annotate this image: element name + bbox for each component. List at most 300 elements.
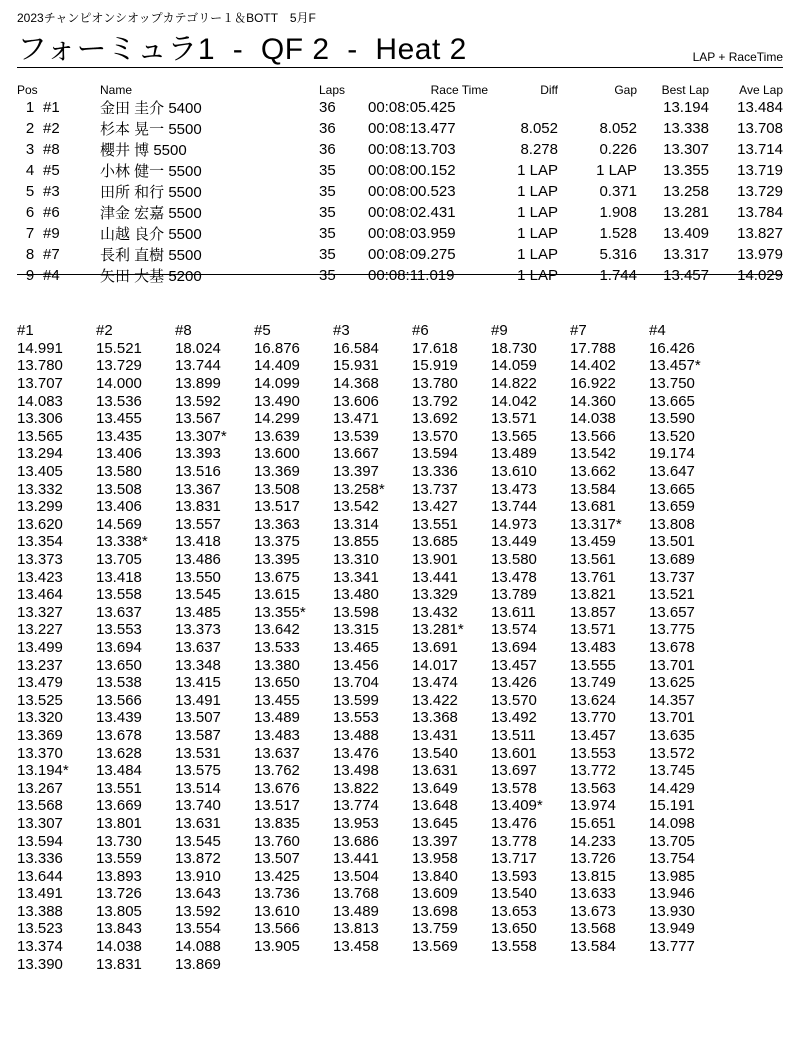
lap-time-cell: 13.570 <box>491 691 537 709</box>
lap-time-cell: 13.507 <box>254 850 300 868</box>
lap-time-cell: 13.508 <box>96 480 142 498</box>
lap-time-cell: 13.637 <box>254 744 300 762</box>
lap-time-cell: 13.489 <box>333 902 379 920</box>
lap-time-cell: 13.737 <box>649 568 695 586</box>
lap-time-cell: 13.491 <box>17 885 63 903</box>
lap-time-cell: 13.592 <box>175 902 221 920</box>
lap-row <box>17 516 728 534</box>
lap-row <box>17 762 728 780</box>
result-name: 杉本 晃一 5500 <box>100 121 202 138</box>
result-ave-lap: 13.719 <box>737 162 783 179</box>
lap-col-header: #3 <box>333 322 350 340</box>
lap-time-cell: 14.059 <box>491 357 537 375</box>
result-diff: 1 LAP <box>517 204 558 221</box>
col-header-ave-lap: Ave Lap <box>739 82 783 97</box>
lap-time-cell: 13.697 <box>491 762 537 780</box>
lap-time-cell: 13.498 <box>333 762 379 780</box>
lap-time-cell: 17.788 <box>570 339 616 357</box>
result-race-time: 00:08:11.019 <box>368 267 455 284</box>
lap-row <box>17 903 728 921</box>
lap-time-cell: 13.561 <box>570 551 616 569</box>
lap-time-cell: 13.457 <box>491 656 537 674</box>
lap-time-cell: 13.449 <box>491 533 537 551</box>
result-gap: 1 LAP <box>596 162 637 179</box>
lap-row <box>17 340 728 358</box>
lap-time-cell: 13.744 <box>175 357 221 375</box>
lap-time-cell: 13.958 <box>412 850 458 868</box>
lap-time-cell: 13.717 <box>491 850 537 868</box>
lap-time-cell: 13.910 <box>175 867 221 885</box>
lap-time-cell: 13.985 <box>649 867 695 885</box>
lap-time-cell: 13.459 <box>570 533 616 551</box>
result-gap: 1.528 <box>599 225 637 242</box>
lap-time-cell: 13.341 <box>333 568 379 586</box>
lap-time-cell: 13.625 <box>649 674 695 692</box>
lap-time-cell: 14.017 <box>412 656 458 674</box>
result-pos: 2 <box>25 120 35 137</box>
lap-time-cell: 15.919 <box>412 357 458 375</box>
bottom-divider <box>17 274 783 275</box>
lap-time-cell: 19.174 <box>649 445 695 463</box>
lap-time-cell: 13.637 <box>175 638 221 656</box>
lap-time-cell: 13.692 <box>412 410 458 428</box>
result-best-lap: 13.307 <box>663 141 709 158</box>
lap-time-cell: 13.425 <box>254 867 300 885</box>
result-ave-lap: 13.784 <box>737 204 783 221</box>
lap-time-cell: 13.893 <box>96 867 142 885</box>
lap-time-cell: 13.488 <box>333 726 379 744</box>
lap-time-cell: 13.953 <box>333 814 379 832</box>
result-laps: 36 <box>319 99 336 116</box>
result-name: 小林 健一 5500 <box>100 163 202 180</box>
lap-col-header: #5 <box>254 322 271 340</box>
result-ave-lap: 14.029 <box>737 267 783 284</box>
lap-time-cell: 13.578 <box>491 779 537 797</box>
lap-time-cell: 18.730 <box>491 339 537 357</box>
col-header-number <box>43 82 100 97</box>
lap-time-cell: 13.457 <box>570 726 616 744</box>
lap-time-cell: 13.762 <box>254 762 300 780</box>
lap-time-cell: 13.336 <box>17 850 63 868</box>
result-diff: 1 LAP <box>517 246 558 263</box>
result-ave-lap: 13.827 <box>737 225 783 242</box>
lap-time-cell: 13.354 <box>17 533 63 551</box>
lap-row <box>17 727 728 745</box>
lap-row <box>17 691 728 709</box>
lap-time-cell: 13.594 <box>412 445 458 463</box>
lap-time-cell: 18.024 <box>175 339 221 357</box>
lap-time-cell: 13.533 <box>254 638 300 656</box>
lap-time-cell: 13.606 <box>333 392 379 410</box>
lap-time-cell: 13.637 <box>96 603 142 621</box>
result-best-lap: 13.194 <box>663 99 709 116</box>
lap-time-cell: 14.233 <box>570 832 616 850</box>
lap-row <box>17 392 728 410</box>
lap-time-cell: 13.267 <box>17 779 63 797</box>
lap-time-cell <box>412 955 491 973</box>
lap-time-cell: 13.694 <box>491 638 537 656</box>
lap-time-cell: 13.650 <box>96 656 142 674</box>
col-header-diff: Diff <box>540 82 558 97</box>
lap-time-cell: 13.609 <box>412 885 458 903</box>
result-race-time: 00:08:13.703 <box>368 141 456 158</box>
lap-time-cell: 13.678 <box>649 638 695 656</box>
lap-time-cell: 13.665 <box>649 480 695 498</box>
result-name: 山越 良介 5500 <box>100 226 202 243</box>
lap-time-cell: 14.098 <box>649 814 695 832</box>
result-number: #5 <box>43 162 60 179</box>
result-name: 田所 和行 5500 <box>100 184 202 201</box>
lap-time-cell: 13.388 <box>17 902 63 920</box>
lap-time-cell: 13.374 <box>17 938 63 956</box>
lap-time-cell: 13.855 <box>333 533 379 551</box>
lap-time-cell: 13.441 <box>412 568 458 586</box>
lap-time-cell: 13.869 <box>175 955 221 973</box>
lap-time-cell: 13.665 <box>649 392 695 410</box>
lap-time-cell: 13.368 <box>412 709 458 727</box>
lap-row <box>17 709 728 727</box>
lap-time-cell: 13.281* <box>412 621 464 639</box>
lap-time-cell: 13.465 <box>333 638 379 656</box>
lap-time-cell: 13.686 <box>333 832 379 850</box>
result-gap: 0.226 <box>599 141 637 158</box>
results-header-row <box>17 82 783 97</box>
lap-time-cell: 13.492 <box>491 709 537 727</box>
lap-time-cell: 14.402 <box>570 357 616 375</box>
lap-time-cell: 13.397 <box>333 463 379 481</box>
lap-time-cell: 13.406 <box>96 498 142 516</box>
lap-row <box>17 410 728 428</box>
result-ave-lap: 13.714 <box>737 141 783 158</box>
result-gap: 0.371 <box>599 183 637 200</box>
lap-row <box>17 428 728 446</box>
lap-time-cell: 13.813 <box>333 920 379 938</box>
result-name: 津金 宏嘉 5500 <box>100 205 202 222</box>
result-laps: 35 <box>319 162 336 179</box>
result-race-time: 00:08:02.431 <box>368 204 456 221</box>
lap-time-cell: 13.780 <box>412 375 458 393</box>
lap-time-cell: 13.370 <box>17 744 63 762</box>
lap-time-cell: 13.569 <box>412 938 458 956</box>
lap-time-cell: 14.000 <box>96 375 142 393</box>
lap-row <box>17 551 728 569</box>
lap-time-cell: 13.545 <box>175 832 221 850</box>
lap-time-cell: 13.540 <box>412 744 458 762</box>
lap-time-cell: 14.822 <box>491 375 537 393</box>
lap-time-cell: 13.843 <box>96 920 142 938</box>
lap-time-cell: 13.599 <box>333 691 379 709</box>
lap-time-cell: 13.423 <box>17 568 63 586</box>
result-row <box>17 97 783 118</box>
lap-time-cell: 13.471 <box>333 410 379 428</box>
result-laps: 36 <box>319 141 336 158</box>
lap-time-cell: 13.899 <box>175 375 221 393</box>
col-header-pos: Pos <box>17 82 38 97</box>
lap-time-cell: 13.566 <box>254 920 300 938</box>
lap-time-cell: 13.901 <box>412 551 458 569</box>
lap-row <box>17 445 728 463</box>
lap-time-cell: 13.657 <box>649 603 695 621</box>
result-laps: 36 <box>319 120 336 137</box>
lap-time-cell: 13.789 <box>491 586 537 604</box>
lap-time-cell: 13.821 <box>570 586 616 604</box>
lap-time-cell: 13.580 <box>491 551 537 569</box>
result-best-lap: 13.457 <box>663 267 709 284</box>
lap-time-cell: 13.369 <box>17 726 63 744</box>
result-number: #6 <box>43 204 60 221</box>
lap-time-cell: 13.587 <box>175 726 221 744</box>
lap-time-cell: 13.624 <box>570 691 616 709</box>
lap-time-cell: 13.736 <box>254 885 300 903</box>
lap-time-cell: 13.432 <box>412 603 458 621</box>
lap-time-cell: 13.422 <box>412 691 458 709</box>
lap-time-cell: 13.555 <box>570 656 616 674</box>
lap-col-header: #8 <box>175 322 192 340</box>
result-pos: 8 <box>25 246 35 263</box>
result-best-lap: 13.409 <box>663 225 709 242</box>
lap-time-cell: 13.507 <box>175 709 221 727</box>
result-row <box>17 244 783 265</box>
lap-row <box>17 955 728 973</box>
lap-time-cell: 13.338* <box>96 533 148 551</box>
lap-time-cell: 13.480 <box>333 586 379 604</box>
lap-time-cell: 13.615 <box>254 586 300 604</box>
lap-time-cell: 13.584 <box>570 938 616 956</box>
lap-time-cell: 13.476 <box>333 744 379 762</box>
lap-time-cell: 13.476 <box>491 814 537 832</box>
top-divider <box>17 67 783 68</box>
lap-time-cell: 13.601 <box>491 744 537 762</box>
result-best-lap: 13.258 <box>663 183 709 200</box>
col-header-name: Name <box>100 82 133 97</box>
lap-time-cell: 13.840 <box>412 867 458 885</box>
lap-time-cell: 13.559 <box>96 850 142 868</box>
lap-time-cell: 13.390 <box>17 955 63 973</box>
lap-time-cell: 13.367 <box>175 480 221 498</box>
lap-row <box>17 920 728 938</box>
result-ave-lap: 13.979 <box>737 246 783 263</box>
lap-time-cell: 14.429 <box>649 779 695 797</box>
result-row <box>17 181 783 202</box>
result-best-lap: 13.338 <box>663 120 709 137</box>
lap-time-cell: 13.645 <box>412 814 458 832</box>
lap-col-header: #4 <box>649 322 666 340</box>
result-name: 長利 直樹 5500 <box>100 247 202 264</box>
lap-time-cell: 13.355* <box>254 603 306 621</box>
lap-time-cell: 13.348 <box>175 656 221 674</box>
lap-time-cell: 13.294 <box>17 445 63 463</box>
lap-time-cell: 13.237 <box>17 656 63 674</box>
lap-time-cell: 14.038 <box>96 938 142 956</box>
lap-time-cell: 13.473 <box>491 480 537 498</box>
lap-time-cell: 13.307 <box>17 814 63 832</box>
lap-time-cell: 13.194* <box>17 762 69 780</box>
lap-time-cell: 13.761 <box>570 568 616 586</box>
result-ave-lap: 13.729 <box>737 183 783 200</box>
lap-time-cell: 13.777 <box>649 938 695 956</box>
lap-col-header: #1 <box>17 322 34 340</box>
lap-time-cell: 15.651 <box>570 814 616 832</box>
lap-time-cell: 13.531 <box>175 744 221 762</box>
lap-time-cell: 13.974 <box>570 797 616 815</box>
lap-time-cell: 13.667 <box>333 445 379 463</box>
lap-time-cell: 13.563 <box>570 779 616 797</box>
result-pos: 7 <box>25 225 35 242</box>
lap-time-cell: 13.635 <box>649 726 695 744</box>
lap-time-cell: 13.566 <box>96 691 142 709</box>
lap-time-cell: 13.592 <box>175 392 221 410</box>
lap-time-cell: 13.491 <box>175 691 221 709</box>
lap-time-cell: 13.737 <box>412 480 458 498</box>
result-number: #3 <box>43 183 60 200</box>
lap-time-cell: 13.431 <box>412 726 458 744</box>
lap-time-cell: 13.483 <box>570 638 616 656</box>
lap-time-cell: 13.584 <box>570 480 616 498</box>
lap-time-cell: 13.760 <box>254 832 300 850</box>
lap-time-cell: 13.650 <box>254 674 300 692</box>
lap-times-header-row <box>17 322 728 340</box>
lap-time-cell: 13.620 <box>17 515 63 533</box>
result-best-lap: 13.281 <box>663 204 709 221</box>
lap-time-cell: 13.568 <box>570 920 616 938</box>
result-laps: 35 <box>319 204 336 221</box>
lap-time-cell: 13.598 <box>333 603 379 621</box>
lap-row <box>17 463 728 481</box>
lap-time-cell: 13.669 <box>96 797 142 815</box>
lap-time-cell: 13.441 <box>333 850 379 868</box>
lap-time-cell: 13.949 <box>649 920 695 938</box>
lap-time-cell: 13.517 <box>254 498 300 516</box>
lap-time-cell: 13.701 <box>649 709 695 727</box>
lap-time-cell: 13.768 <box>333 885 379 903</box>
lap-time-cell: 13.307* <box>175 427 227 445</box>
result-pos: 9 <box>25 267 35 284</box>
lap-time-cell: 13.694 <box>96 638 142 656</box>
lap-time-cell: 13.678 <box>96 726 142 744</box>
lap-time-cell: 13.580 <box>96 463 142 481</box>
lap-time-cell: 13.517 <box>254 797 300 815</box>
lap-time-cell: 13.435 <box>96 427 142 445</box>
col-header-gap: Gap <box>614 82 637 97</box>
result-race-time: 00:08:05.425 <box>368 99 456 116</box>
lap-row <box>17 375 728 393</box>
lap-col-header: #7 <box>570 322 587 340</box>
lap-time-cell: 13.857 <box>570 603 616 621</box>
lap-time-cell: 13.558 <box>96 586 142 604</box>
lap-time-cell: 17.618 <box>412 339 458 357</box>
lap-time-cell: 14.299 <box>254 410 300 428</box>
lap-time-cell: 13.484 <box>96 762 142 780</box>
lap-time-cell: 15.521 <box>96 339 142 357</box>
lap-time-cell: 13.327 <box>17 603 63 621</box>
lap-time-cell: 13.659 <box>649 498 695 516</box>
lap-time-cell: 13.332 <box>17 480 63 498</box>
result-race-time: 00:08:03.959 <box>368 225 456 242</box>
result-number: #7 <box>43 246 60 263</box>
lap-time-cell: 13.642 <box>254 621 300 639</box>
lap-time-cell: 13.553 <box>96 621 142 639</box>
lap-row <box>17 674 728 692</box>
lap-time-cell: 14.368 <box>333 375 379 393</box>
lap-time-cell: 13.633 <box>570 885 616 903</box>
lap-time-cell <box>333 955 412 973</box>
document-subtitle: 2023チャンピオンシオップカテゴリー１＆BOTT 5月F <box>17 11 316 25</box>
lap-time-cell: 13.489 <box>491 445 537 463</box>
lap-time-cell: 13.610 <box>491 463 537 481</box>
lap-time-cell: 13.662 <box>570 463 616 481</box>
lap-time-cell: 13.455 <box>254 691 300 709</box>
lap-time-cell: 13.643 <box>175 885 221 903</box>
lap-time-cell: 13.551 <box>412 515 458 533</box>
lap-time-cell: 13.676 <box>254 779 300 797</box>
lap-time-cell: 13.570 <box>412 427 458 445</box>
lap-time-cell <box>649 955 728 973</box>
lap-time-cell: 13.707 <box>17 375 63 393</box>
lap-time-cell: 13.872 <box>175 850 221 868</box>
lap-time-cell: 13.681 <box>570 498 616 516</box>
lap-time-cell: 13.310 <box>333 551 379 569</box>
lap-row <box>17 656 728 674</box>
lap-time-cell: 14.038 <box>570 410 616 428</box>
lap-time-cell: 13.815 <box>570 867 616 885</box>
lap-time-cell: 13.647 <box>649 463 695 481</box>
lap-time-cell: 13.774 <box>333 797 379 815</box>
lap-time-cell: 13.685 <box>412 533 458 551</box>
lap-time-cell: 13.639 <box>254 427 300 445</box>
lap-time-cell: 13.514 <box>175 779 221 797</box>
lap-row <box>17 885 728 903</box>
col-header-race-time: Race Time <box>430 82 488 97</box>
result-row <box>17 223 783 244</box>
lap-time-cell: 13.439 <box>96 709 142 727</box>
lap-time-cell: 13.946 <box>649 885 695 903</box>
lap-time-cell: 13.375 <box>254 533 300 551</box>
lap-time-cell: 13.611 <box>491 603 536 621</box>
lap-time-cell: 13.590 <box>649 410 695 428</box>
lap-time-cell: 14.088 <box>175 938 221 956</box>
lap-col-header: #6 <box>412 322 429 340</box>
lap-row <box>17 480 728 498</box>
lap-time-cell: 13.730 <box>96 832 142 850</box>
lap-time-cell: 13.558 <box>491 938 537 956</box>
lap-time-cell: 16.426 <box>649 339 695 357</box>
lap-col-header: #2 <box>96 322 113 340</box>
lap-time-cell: 13.650 <box>491 920 537 938</box>
lap-time-cell: 13.744 <box>491 498 537 516</box>
lap-time-cell: 13.759 <box>412 920 458 938</box>
result-diff: 8.052 <box>520 120 558 137</box>
lap-time-cell: 13.701 <box>649 656 695 674</box>
result-number: #1 <box>43 99 60 116</box>
lap-time-cell: 13.458 <box>333 938 379 956</box>
lap-time-cell: 13.306 <box>17 410 63 428</box>
lap-time-cell: 14.569 <box>96 515 142 533</box>
lap-row <box>17 533 728 551</box>
lap-time-cell: 14.409 <box>254 357 300 375</box>
lap-time-cell: 13.750 <box>649 375 695 393</box>
result-name: 金田 圭介 5400 <box>100 100 202 117</box>
lap-time-cell: 13.778 <box>491 832 537 850</box>
lap-time-cell: 13.567 <box>175 410 221 428</box>
lap-time-cell: 13.418 <box>175 533 221 551</box>
lap-time-cell: 13.317* <box>570 515 622 533</box>
result-row <box>17 160 783 181</box>
lap-time-cell: 13.571 <box>570 621 616 639</box>
lap-time-cell: 13.540 <box>491 885 537 903</box>
lap-time-cell: 13.557 <box>175 515 221 533</box>
lap-time-cell: 13.831 <box>175 498 221 516</box>
lap-time-cell: 13.490 <box>254 392 300 410</box>
